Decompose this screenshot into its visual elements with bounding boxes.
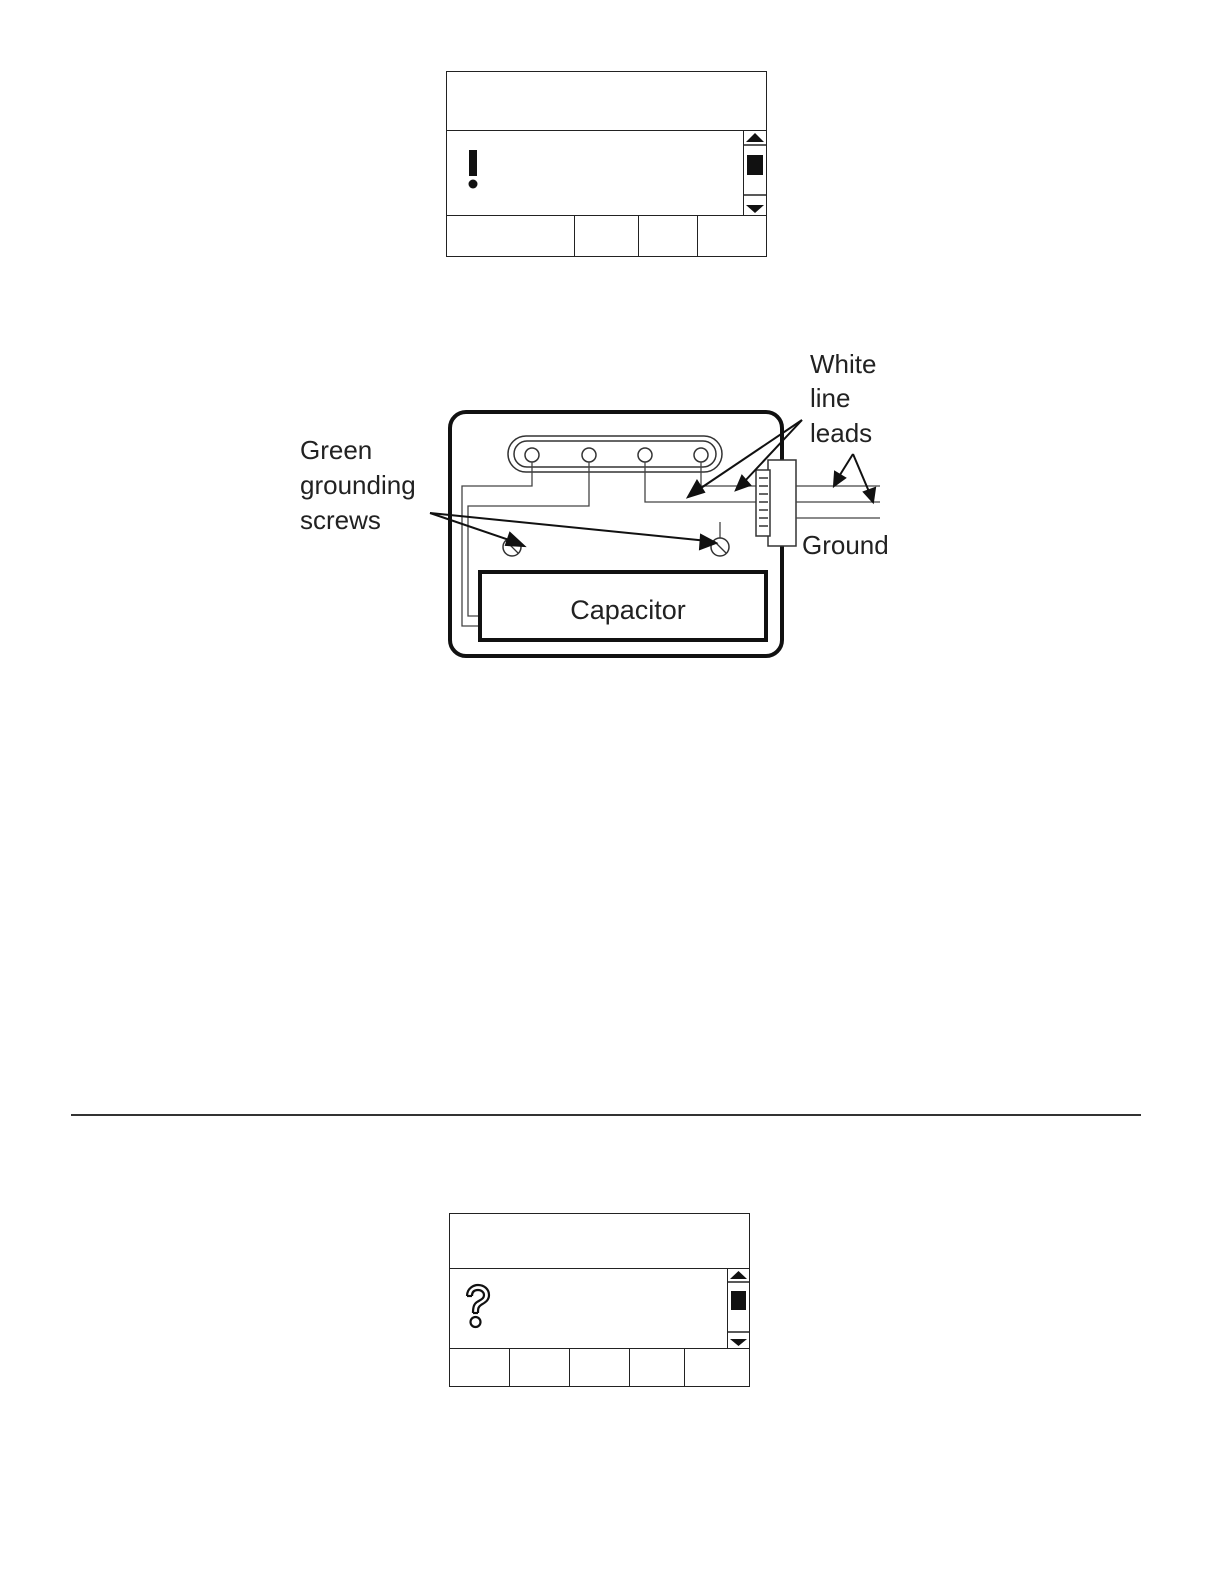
- scroll-up-arrow-icon[interactable]: [746, 133, 764, 142]
- section-divider: [71, 1114, 1141, 1116]
- softkey-5[interactable]: [685, 1349, 749, 1386]
- scroll-thumb[interactable]: [747, 155, 763, 175]
- scroll-up-arrow-icon[interactable]: [730, 1271, 747, 1279]
- terminal-4: [694, 448, 708, 462]
- softkey-3[interactable]: [570, 1349, 630, 1386]
- exclamation-icon: [465, 149, 481, 191]
- terminal-2: [582, 448, 596, 462]
- label-leads: leads: [810, 418, 873, 448]
- scroll-down-arrow-icon[interactable]: [730, 1339, 747, 1346]
- label-line: line: [810, 383, 851, 413]
- question-icon: [462, 1283, 492, 1329]
- softkey-1[interactable]: [450, 1349, 510, 1386]
- lcd-scrollbar[interactable]: [727, 1269, 749, 1349]
- scroll-thumb[interactable]: [731, 1291, 746, 1310]
- lcd-title-bar: [450, 1214, 749, 1269]
- label-white: White: [810, 349, 877, 379]
- label-screws: screws: [300, 505, 381, 535]
- softkey-2[interactable]: [575, 216, 639, 256]
- lcd-softkey-row: [447, 215, 766, 256]
- softkey-4[interactable]: [698, 216, 766, 256]
- lcd-title-bar: [447, 72, 766, 131]
- terminal-1: [525, 448, 539, 462]
- softkey-4[interactable]: [630, 1349, 685, 1386]
- terminal-3: [638, 448, 652, 462]
- lcd-screen-question: [449, 1213, 750, 1387]
- lcd-screen-warning: [446, 71, 767, 257]
- capacitor-label: Capacitor: [570, 595, 686, 625]
- label-green: Green: [300, 435, 373, 465]
- softkey-2[interactable]: [510, 1349, 570, 1386]
- label-grounding: grounding: [300, 470, 416, 500]
- lcd-scrollbar[interactable]: [743, 131, 766, 216]
- softkey-1[interactable]: [447, 216, 575, 256]
- cable-connector: [756, 460, 796, 546]
- label-ground: Ground: [802, 530, 889, 560]
- scroll-down-arrow-icon[interactable]: [746, 205, 764, 213]
- lcd-message-area: [450, 1269, 727, 1349]
- softkey-3[interactable]: [639, 216, 698, 256]
- wiring-diagram: [290, 340, 930, 670]
- lcd-softkey-row: [450, 1348, 749, 1386]
- lcd-message-area: [447, 131, 743, 216]
